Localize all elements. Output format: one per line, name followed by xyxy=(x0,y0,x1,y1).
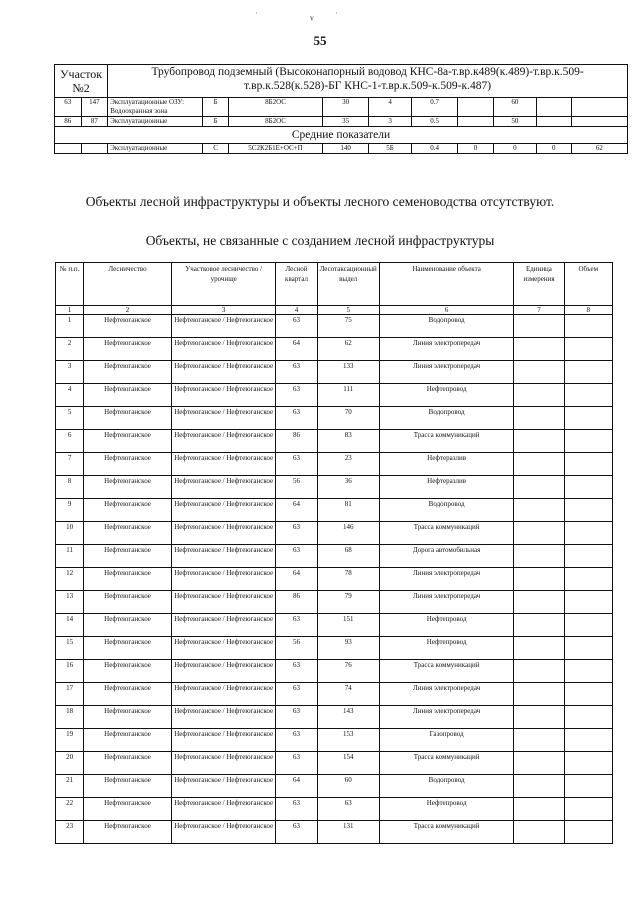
cell-unit xyxy=(514,384,564,407)
cell-district: Нефтеюганское / Нефтеюганское xyxy=(171,591,276,614)
table-row xyxy=(56,453,613,476)
cell-unit xyxy=(514,614,564,637)
cell-forestry: Нефтеюганское xyxy=(84,683,172,706)
cell-allot: 36 xyxy=(317,476,379,499)
table-row xyxy=(56,821,613,844)
cell-allot: 75 xyxy=(317,315,379,338)
cell: 86 xyxy=(55,117,82,127)
cell-forestry: Нефтеюганское xyxy=(84,384,172,407)
cell-n: 3 xyxy=(56,361,84,384)
cell: 147 xyxy=(81,98,108,117)
cell-forestry: Нефтеюганское xyxy=(84,430,172,453)
cell-unit xyxy=(514,591,564,614)
cell: 60 xyxy=(493,98,536,117)
cell-unit xyxy=(514,568,564,591)
cell-n: 9 xyxy=(56,499,84,522)
cell-district: Нефтеюганское / Нефтеюганское xyxy=(171,407,276,430)
cell-district: Нефтеюганское / Нефтеюганское xyxy=(171,637,276,660)
table-row xyxy=(56,660,613,683)
cell-unit xyxy=(514,338,564,361)
cell-allot: 146 xyxy=(317,522,379,545)
table-row xyxy=(56,338,613,361)
cell-allot: 133 xyxy=(317,361,379,384)
cell-n: 6 xyxy=(56,430,84,453)
cell-n: 20 xyxy=(56,752,84,775)
cell-allot: 76 xyxy=(317,660,379,683)
cell: Эксплуатационные ОЗУ: Водоохранная зона xyxy=(108,98,203,117)
cell-district: Нефтеюганское / Нефтеюганское xyxy=(171,499,276,522)
cell-object: Дорога автомобильная xyxy=(379,545,514,568)
scan-mark: ᵛ xyxy=(310,12,314,27)
cell-unit xyxy=(514,430,564,453)
column-number: 5 xyxy=(317,306,379,315)
table-row xyxy=(56,706,613,729)
cell-district: Нефтеюганское / Нефтеюганское xyxy=(171,798,276,821)
cell-n: 8 xyxy=(56,476,84,499)
cell: 0.7 xyxy=(412,98,458,117)
table-row xyxy=(56,591,613,614)
cell: 63 xyxy=(55,98,82,117)
cell-district: Нефтеюганское / Нефтеюганское xyxy=(171,338,276,361)
average-label: Средние показатели xyxy=(55,127,628,144)
cell-vol xyxy=(564,660,613,683)
cell-unit xyxy=(514,545,564,568)
table-row xyxy=(56,499,613,522)
cell-object: Линия электропередач xyxy=(379,683,514,706)
cell-vol xyxy=(564,545,613,568)
column-number: 8 xyxy=(564,306,613,315)
cell-allot: 81 xyxy=(317,499,379,522)
cell: 0 xyxy=(458,144,494,154)
cell-forestry: Нефтеюганское xyxy=(84,338,172,361)
cell-district: Нефтеюганское / Нефтеюганское xyxy=(171,729,276,752)
table-row xyxy=(56,752,613,775)
cell-forestry: Нефтеюганское xyxy=(84,821,172,844)
column-header: Лесничество xyxy=(84,263,172,306)
cell-object: Линия электропередач xyxy=(379,706,514,729)
table-row xyxy=(56,545,613,568)
table-row xyxy=(55,117,628,127)
column-number: 7 xyxy=(514,306,564,315)
table-row xyxy=(56,798,613,821)
column-header: Наименование объекта xyxy=(379,263,514,306)
cell-vol xyxy=(564,338,613,361)
cell-object: Нефтеразлив xyxy=(379,476,514,499)
column-number: 4 xyxy=(276,306,317,315)
cell-vol xyxy=(564,752,613,775)
cell-district: Нефтеюганское / Нефтеюганское xyxy=(171,384,276,407)
table-row xyxy=(56,637,613,660)
cell-district: Нефтеюганское / Нефтеюганское xyxy=(171,315,276,338)
cell-district: Нефтеюганское / Нефтеюганское xyxy=(171,683,276,706)
cell-forestry: Нефтеюганское xyxy=(84,361,172,384)
cell-vol xyxy=(564,453,613,476)
cell-vol xyxy=(564,407,613,430)
cell-unit xyxy=(514,407,564,430)
cell-forestry: Нефтеюганское xyxy=(84,407,172,430)
cell-quarter: 63 xyxy=(276,729,317,752)
table-row xyxy=(56,729,613,752)
cell-quarter: 63 xyxy=(276,752,317,775)
header-row xyxy=(56,263,613,306)
cell-unit xyxy=(514,775,564,798)
scan-noise xyxy=(0,8,640,28)
cell-unit xyxy=(514,821,564,844)
cell: 4 xyxy=(369,98,412,117)
cell: Эксплуатационные xyxy=(108,144,203,154)
cell-vol xyxy=(564,361,613,384)
cell-object: Нефтепровод xyxy=(379,384,514,407)
cell-vol xyxy=(564,637,613,660)
cell: 3 xyxy=(369,117,412,127)
section-header-row xyxy=(55,65,628,98)
cell-n: 22 xyxy=(56,798,84,821)
cell xyxy=(458,98,494,117)
cell-unit xyxy=(514,476,564,499)
cell-unit xyxy=(514,499,564,522)
cell-quarter: 86 xyxy=(276,591,317,614)
cell-quarter: 63 xyxy=(276,545,317,568)
cell-allot: 153 xyxy=(317,729,379,752)
table-row xyxy=(56,407,613,430)
cell-n: 17 xyxy=(56,683,84,706)
cell: Эксплуатационные xyxy=(108,117,203,127)
cell-allot: 63 xyxy=(317,798,379,821)
cell xyxy=(571,117,627,127)
cell-quarter: 64 xyxy=(276,338,317,361)
column-number: 2 xyxy=(84,306,172,315)
cell: 8Б2ОС xyxy=(228,117,322,127)
page-number: 55 xyxy=(313,33,327,48)
cell-object: Водопровод xyxy=(379,315,514,338)
column-header: Лесотаксационный выдел xyxy=(317,263,379,306)
cell-object: Трасса коммуникаций xyxy=(379,821,514,844)
cell-unit xyxy=(514,752,564,775)
cell-unit xyxy=(514,706,564,729)
cell-allot: 78 xyxy=(317,568,379,591)
cell-unit xyxy=(514,522,564,545)
cell-forestry: Нефтеюганское xyxy=(84,660,172,683)
cell: Б xyxy=(203,98,229,117)
cell-quarter: 63 xyxy=(276,361,317,384)
cell-object: Трасса коммуникаций xyxy=(379,660,514,683)
cell-object: Водопровод xyxy=(379,499,514,522)
cell-district: Нефтеюганское / Нефтеюганское xyxy=(171,430,276,453)
scan-mark: · xyxy=(255,8,258,18)
average-row xyxy=(55,144,628,154)
cell-district: Нефтеюганское / Нефтеюганское xyxy=(171,522,276,545)
cell: 87 xyxy=(81,117,108,127)
column-header: Участковое лесничество / урочище xyxy=(171,263,276,306)
objects-table xyxy=(55,262,613,844)
cell-unit xyxy=(514,729,564,752)
cell-district: Нефтеюганское / Нефтеюганское xyxy=(171,752,276,775)
scan-mark: · xyxy=(335,8,338,18)
cell-object: Трасса коммуникаций xyxy=(379,752,514,775)
cell xyxy=(536,117,571,127)
table-row xyxy=(55,98,628,117)
cell-forestry: Нефтеюганское xyxy=(84,545,172,568)
cell-district: Нефтеюганское / Нефтеюганское xyxy=(171,453,276,476)
cell-object: Трасса коммуникаций xyxy=(379,430,514,453)
cell-n: 18 xyxy=(56,706,84,729)
cell-object: Нефтеразлив xyxy=(379,453,514,476)
cell: 62 xyxy=(571,144,627,154)
cell-forestry: Нефтеюганское xyxy=(84,568,172,591)
cell-n: 10 xyxy=(56,522,84,545)
cell-object: Линия электропередач xyxy=(379,591,514,614)
cell-n: 11 xyxy=(56,545,84,568)
cell-quarter: 63 xyxy=(276,821,317,844)
cell-n: 2 xyxy=(56,338,84,361)
cell-allot: 83 xyxy=(317,430,379,453)
cell-quarter: 64 xyxy=(276,499,317,522)
cell: 0 xyxy=(493,144,536,154)
column-number-row xyxy=(56,306,613,315)
cell xyxy=(458,117,494,127)
cell-unit xyxy=(514,683,564,706)
cell-forestry: Нефтеюганское xyxy=(84,522,172,545)
cell-n: 23 xyxy=(56,821,84,844)
cell-allot: 62 xyxy=(317,338,379,361)
cell-allot: 74 xyxy=(317,683,379,706)
cell-quarter: 63 xyxy=(276,522,317,545)
cell-allot: 79 xyxy=(317,591,379,614)
cell-object: Нефтепровод xyxy=(379,614,514,637)
cell-n: 15 xyxy=(56,637,84,660)
cell-allot: 154 xyxy=(317,752,379,775)
cell xyxy=(571,98,627,117)
cell-allot: 151 xyxy=(317,614,379,637)
table-row xyxy=(56,568,613,591)
cell-vol xyxy=(564,476,613,499)
cell-forestry: Нефтеюганское xyxy=(84,798,172,821)
cell xyxy=(81,144,108,154)
table-row xyxy=(56,361,613,384)
cell-district: Нефтеюганское / Нефтеюганское xyxy=(171,568,276,591)
cell-district: Нефтеюганское / Нефтеюганское xyxy=(171,660,276,683)
cell-n: 21 xyxy=(56,775,84,798)
cell-quarter: 64 xyxy=(276,775,317,798)
table-row xyxy=(56,430,613,453)
cell-allot: 93 xyxy=(317,637,379,660)
cell-vol xyxy=(564,522,613,545)
cell-unit xyxy=(514,315,564,338)
cell-allot: 111 xyxy=(317,384,379,407)
cell-quarter: 86 xyxy=(276,430,317,453)
cell-quarter: 63 xyxy=(276,798,317,821)
cell: С xyxy=(203,144,229,154)
cell: 140 xyxy=(323,144,369,154)
cell-n: 4 xyxy=(56,384,84,407)
cell-forestry: Нефтеюганское xyxy=(84,453,172,476)
cell-district: Нефтеюганское / Нефтеюганское xyxy=(171,361,276,384)
cell-vol xyxy=(564,729,613,752)
table-row xyxy=(56,683,613,706)
cell-object: Газопровод xyxy=(379,729,514,752)
average-header-row xyxy=(55,127,628,144)
cell-district: Нефтеюганское / Нефтеюганское xyxy=(171,545,276,568)
table-row xyxy=(56,522,613,545)
cell: 0.5 xyxy=(412,117,458,127)
cell-vol xyxy=(564,683,613,706)
cell-quarter: 63 xyxy=(276,315,317,338)
cell-quarter: 63 xyxy=(276,384,317,407)
cell-quarter: 64 xyxy=(276,568,317,591)
column-header: Лесной квартал xyxy=(276,263,317,306)
cell-quarter: 56 xyxy=(276,476,317,499)
cell-object: Трасса коммуникаций xyxy=(379,522,514,545)
cell-object: Нефтепровод xyxy=(379,798,514,821)
cell-forestry: Нефтеюганское xyxy=(84,637,172,660)
cell-forestry: Нефтеюганское xyxy=(84,315,172,338)
cell-vol xyxy=(564,821,613,844)
cell-district: Нефтеюганское / Нефтеюганское xyxy=(171,706,276,729)
cell-vol xyxy=(564,706,613,729)
cell: 35 xyxy=(323,117,369,127)
cell-quarter: 56 xyxy=(276,637,317,660)
column-header: № п.п. xyxy=(56,263,84,306)
table-title: Объекты, не связанные с созданием лесной инфраструктуры xyxy=(145,233,495,248)
table-row xyxy=(56,384,613,407)
pipeline-title: Трубопровод подземный (Высоконапорный водовод КНС-8а-т.вр.к489(к.489)-т.вр.к.509-т.вр.к.528(к.528)-БГ КНС-1-т.вр.к.509-к.509-к.487) xyxy=(108,65,628,98)
cell-allot: 143 xyxy=(317,706,379,729)
cell-unit xyxy=(514,361,564,384)
cell: 8Б2ОС xyxy=(228,98,322,117)
pipeline-section-table xyxy=(54,64,628,154)
cell-quarter: 63 xyxy=(276,407,317,430)
cell-quarter: 63 xyxy=(276,614,317,637)
cell xyxy=(55,144,82,154)
cell-object: Линия электропередач xyxy=(379,568,514,591)
cell-unit xyxy=(514,660,564,683)
cell-forestry: Нефтеюганское xyxy=(84,591,172,614)
cell-district: Нефтеюганское / Нефтеюганское xyxy=(171,476,276,499)
cell-allot: 70 xyxy=(317,407,379,430)
column-header: Объем xyxy=(564,263,613,306)
cell-forestry: Нефтеюганское xyxy=(84,775,172,798)
cell-allot: 131 xyxy=(317,821,379,844)
cell-object: Линия электропередач xyxy=(379,361,514,384)
cell-district: Нефтеюганское / Нефтеюганское xyxy=(171,775,276,798)
cell: 5Б xyxy=(369,144,412,154)
cell-object: Нефтепровод xyxy=(379,637,514,660)
table-row xyxy=(56,614,613,637)
cell-n: 5 xyxy=(56,407,84,430)
table-row xyxy=(56,476,613,499)
table-row xyxy=(56,775,613,798)
cell-vol xyxy=(564,798,613,821)
column-header: Единица измерения xyxy=(514,263,564,306)
cell: 0.4 xyxy=(412,144,458,154)
cell-n: 13 xyxy=(56,591,84,614)
cell-quarter: 63 xyxy=(276,660,317,683)
cell: 5С2К2Б1Е+ОС+П xyxy=(228,144,322,154)
cell: 50 xyxy=(493,117,536,127)
cell: Б xyxy=(203,117,229,127)
cell-vol xyxy=(564,568,613,591)
cell-n: 16 xyxy=(56,660,84,683)
cell-allot: 23 xyxy=(317,453,379,476)
cell-allot: 68 xyxy=(317,545,379,568)
cell-forestry: Нефтеюганское xyxy=(84,499,172,522)
cell xyxy=(536,98,571,117)
cell-vol xyxy=(564,430,613,453)
cell-n: 12 xyxy=(56,568,84,591)
cell-forestry: Нефтеюганское xyxy=(84,476,172,499)
cell-forestry: Нефтеюганское xyxy=(84,729,172,752)
cell-vol xyxy=(564,775,613,798)
cell-n: 1 xyxy=(56,315,84,338)
cell-district: Нефтеюганское / Нефтеюганское xyxy=(171,614,276,637)
cell-vol xyxy=(564,499,613,522)
cell-object: Линия электропередач xyxy=(379,338,514,361)
cell-object: Водопровод xyxy=(379,407,514,430)
cell-quarter: 63 xyxy=(276,683,317,706)
cell-n: 19 xyxy=(56,729,84,752)
cell-forestry: Нефтеюганское xyxy=(84,706,172,729)
cell-n: 14 xyxy=(56,614,84,637)
cell-vol xyxy=(564,384,613,407)
table-row xyxy=(56,315,613,338)
column-number: 3 xyxy=(171,306,276,315)
column-number: 6 xyxy=(379,306,514,315)
cell-vol xyxy=(564,614,613,637)
column-number: 1 xyxy=(56,306,84,315)
cell-n: 7 xyxy=(56,453,84,476)
cell-unit xyxy=(514,453,564,476)
cell-district: Нефтеюганское / Нефтеюганское xyxy=(171,821,276,844)
cell-vol xyxy=(564,315,613,338)
statement-text: Объекты лесной инфраструктуры и объекты лесного семеноводства отсутствуют. xyxy=(85,194,555,209)
cell-object: Водопровод xyxy=(379,775,514,798)
cell-allot: 60 xyxy=(317,775,379,798)
cell-unit xyxy=(514,637,564,660)
cell: 0 xyxy=(536,144,571,154)
cell-forestry: Нефтеюганское xyxy=(84,614,172,637)
cell-forestry: Нефтеюганское xyxy=(84,752,172,775)
cell-quarter: 63 xyxy=(276,706,317,729)
cell-unit xyxy=(514,798,564,821)
cell: 30 xyxy=(323,98,369,117)
cell-quarter: 63 xyxy=(276,453,317,476)
cell-vol xyxy=(564,591,613,614)
plot-label: Участок №2 xyxy=(55,65,108,98)
